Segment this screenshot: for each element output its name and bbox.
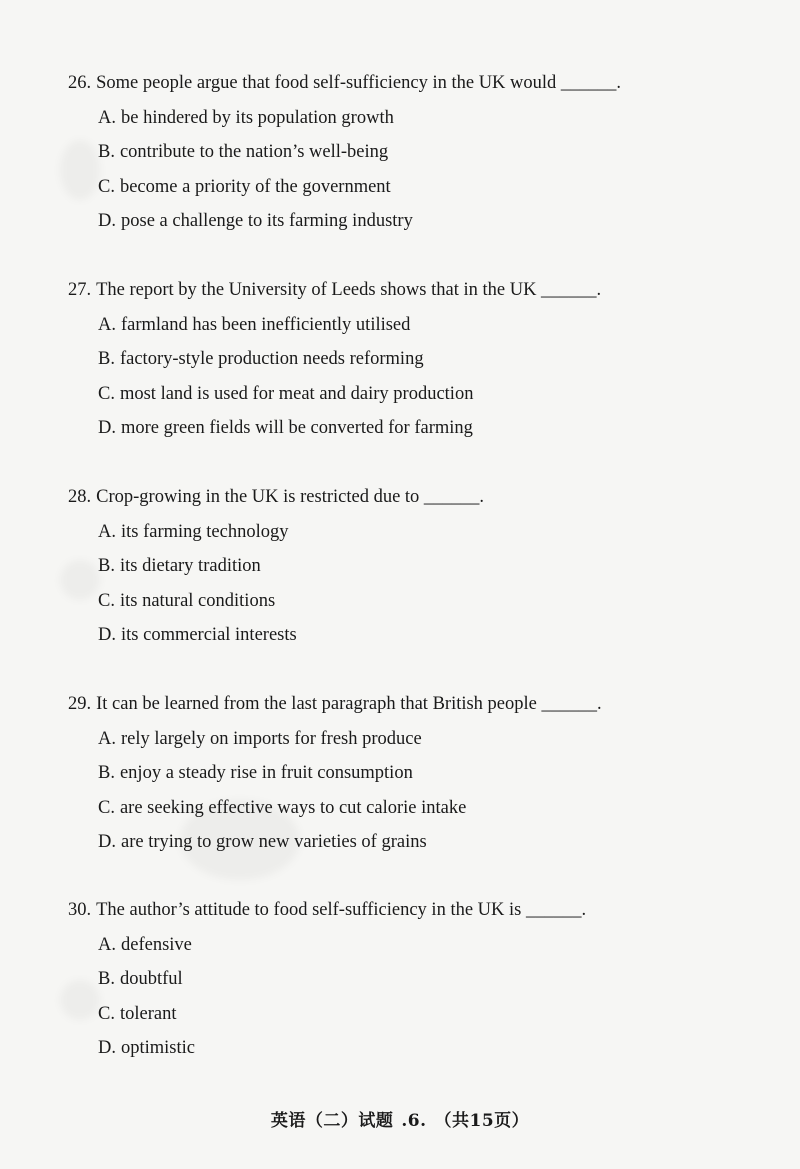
question-stem — [68, 486, 748, 508]
option-list — [98, 728, 748, 854]
option-letter: D. — [98, 211, 116, 232]
question-stem — [68, 279, 748, 301]
question-number: 26. — [68, 73, 92, 93]
option-text: factory-style production needs reforming — [119, 349, 424, 370]
option-b — [98, 141, 748, 163]
option-text: its natural conditions — [119, 590, 276, 611]
option-text: optimistic — [121, 1038, 195, 1059]
option-text: its farming technology — [121, 521, 289, 542]
page-footer — [0, 1106, 800, 1131]
option-letter: C. — [98, 1003, 115, 1024]
option-c — [98, 383, 748, 405]
option-letter: A. — [98, 107, 116, 128]
option-letter: D. — [98, 832, 116, 853]
option-letter: D. — [98, 418, 116, 439]
option-text: become a priority of the government — [119, 176, 391, 197]
footer-subject: 英语（二）试题 — [270, 1111, 394, 1131]
option-letter: C. — [98, 797, 115, 818]
question-number: 29. — [68, 694, 92, 714]
option-text: be hindered by its population growth — [121, 107, 394, 128]
question-text: The report by the University of Leeds shows that in the UK ______. — [96, 280, 602, 300]
option-letter: B. — [98, 349, 115, 370]
option-text: are trying to grow new varieties of grains — [121, 832, 427, 853]
option-letter: A. — [98, 934, 116, 955]
question-stem — [68, 72, 748, 94]
question-text: It can be learned from the last paragraph that British people ______. — [96, 694, 602, 714]
question-text: Some people argue that food self-sufficiency in the UK would ______. — [96, 73, 622, 93]
option-a — [98, 728, 748, 750]
option-c — [98, 797, 748, 819]
option-a — [98, 934, 748, 956]
option-d — [98, 417, 748, 439]
option-text: most land is used for meat and dairy production — [119, 383, 474, 404]
option-text: more green fields will be converted for farming — [121, 418, 473, 439]
option-list — [98, 521, 748, 647]
option-d — [98, 831, 748, 853]
option-letter: D. — [98, 625, 116, 646]
option-c — [98, 590, 748, 612]
question-stem — [68, 693, 748, 715]
option-letter: C. — [98, 590, 115, 611]
option-letter: B. — [98, 969, 115, 990]
option-letter: A. — [98, 314, 116, 335]
option-letter: B. — [98, 556, 115, 577]
option-letter: B. — [98, 763, 115, 784]
option-letter: D. — [98, 1038, 116, 1059]
option-b — [98, 762, 748, 784]
question-26 — [68, 72, 748, 232]
option-text: are seeking effective ways to cut calorie intake — [119, 797, 467, 818]
option-text: doubtful — [119, 969, 183, 990]
option-d — [98, 210, 748, 232]
option-d — [98, 624, 748, 646]
question-30 — [68, 899, 748, 1059]
footer-page-number: .6. — [401, 1111, 427, 1131]
option-letter: B. — [98, 142, 115, 163]
question-number: 30. — [68, 900, 92, 920]
option-letter: A. — [98, 521, 116, 542]
option-c — [98, 176, 748, 198]
question-text: Crop-growing in the UK is restricted due to ______. — [96, 487, 485, 507]
question-number: 28. — [68, 487, 92, 507]
option-text: defensive — [121, 934, 192, 955]
option-text: contribute to the nation’s well-being — [119, 142, 389, 163]
option-a — [98, 107, 748, 129]
option-list — [98, 314, 748, 440]
option-c — [98, 1003, 748, 1025]
option-text: pose a challenge to its farming industry — [121, 211, 413, 232]
option-text: tolerant — [119, 1003, 177, 1024]
question-29 — [68, 693, 748, 853]
question-27 — [68, 279, 748, 439]
option-list — [98, 107, 748, 233]
question-28 — [68, 486, 748, 646]
option-letter: C. — [98, 176, 115, 197]
option-b — [98, 348, 748, 370]
option-d — [98, 1037, 748, 1059]
option-text: rely largely on imports for fresh produce — [121, 728, 422, 749]
option-b — [98, 555, 748, 577]
option-letter: A. — [98, 728, 116, 749]
option-list — [98, 934, 748, 1060]
question-text: The author’s attitude to food self-sufficiency in the UK is ______. — [96, 900, 587, 920]
footer-total-pages: （共15页） — [434, 1111, 530, 1131]
question-stem — [68, 899, 748, 921]
option-text: its commercial interests — [121, 625, 297, 646]
option-a — [98, 521, 748, 543]
option-b — [98, 968, 748, 990]
option-text: its dietary tradition — [119, 556, 261, 577]
option-letter: C. — [98, 383, 115, 404]
option-text: farmland has been inefficiently utilised — [121, 314, 411, 335]
option-text: enjoy a steady rise in fruit consumption — [119, 763, 413, 784]
question-number: 27. — [68, 280, 92, 300]
option-a — [98, 314, 748, 336]
